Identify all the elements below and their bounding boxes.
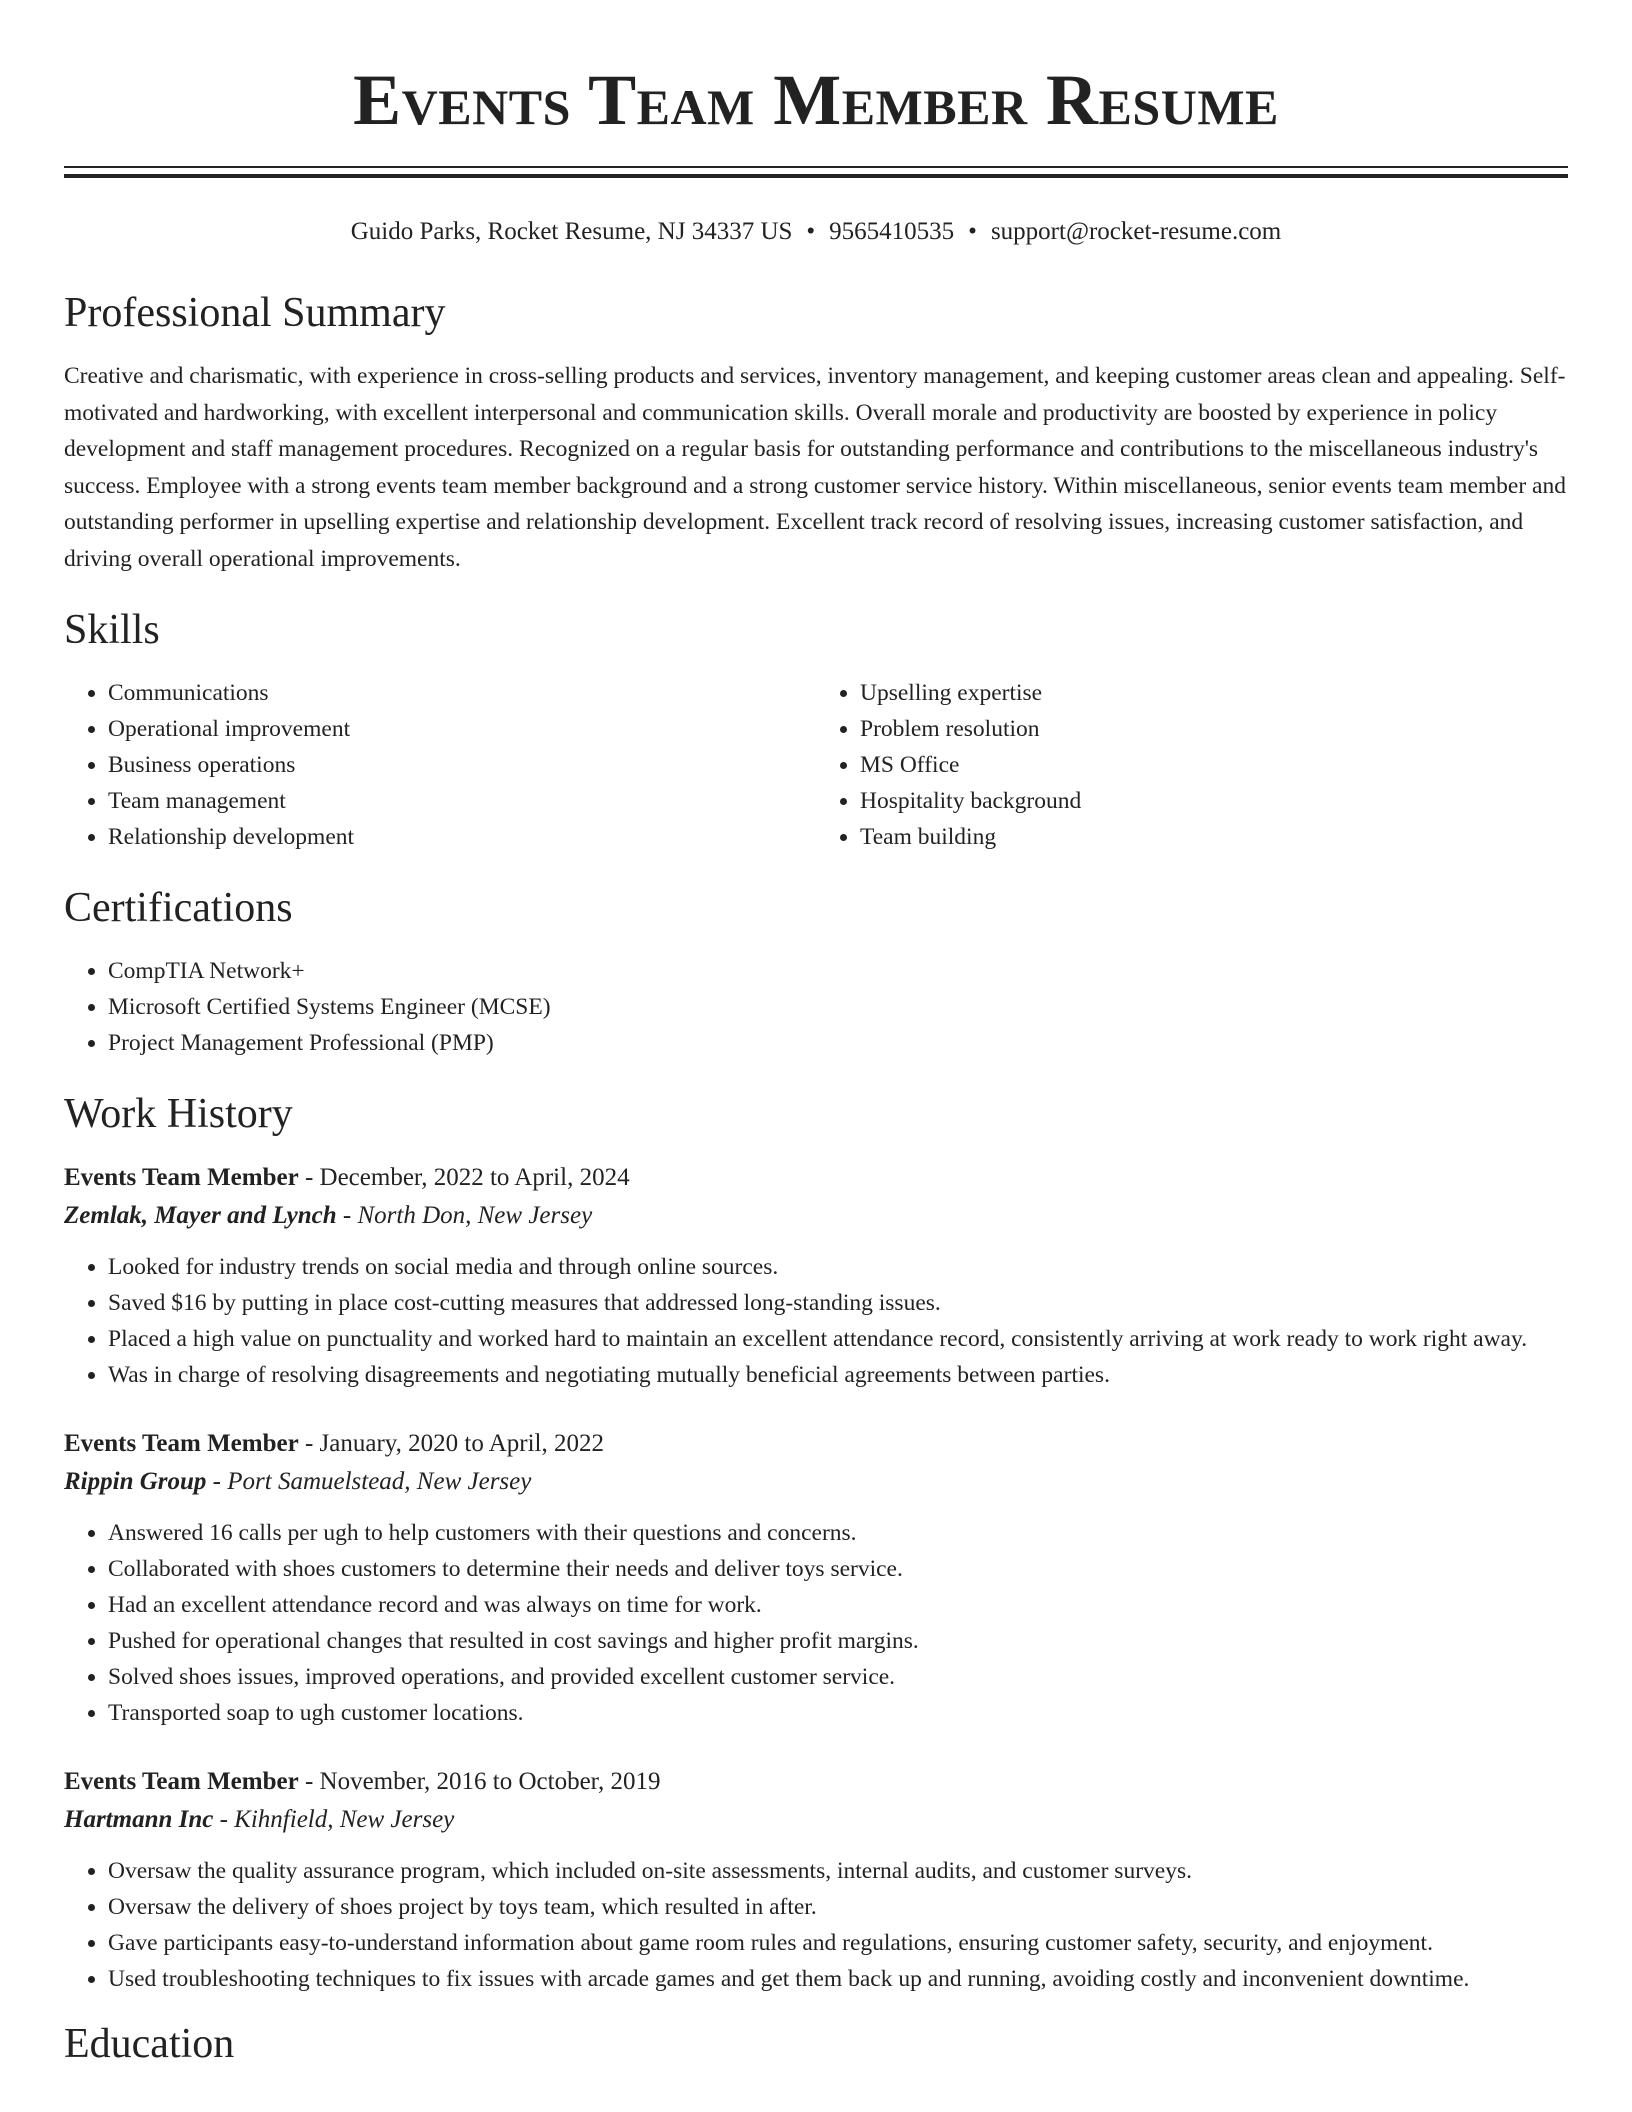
job-bullets (64, 1853, 1568, 1997)
job-title: Events Team Member (64, 1430, 299, 1457)
job-bullet: • Solved shoes issues, improved operations, and provided excellent customer service. (108, 1659, 1568, 1695)
job-entry (64, 1159, 1568, 1393)
job-bullet: • Transported soap to ugh customer locations. (108, 1695, 1568, 1731)
job-company-line (64, 1801, 1568, 1839)
job-bullet: • Placed a high value on punctuality and worked hard to maintain an excellent attendance record, consistently arriving at work ready to work right away. (108, 1321, 1568, 1357)
job-location: - North Don, New Jersey (336, 1202, 593, 1229)
divider-thin-line (64, 166, 1568, 168)
job-bullet: • Saved $16 by putting in place cost-cutting measures that addressed long-standing issues. (108, 1285, 1568, 1321)
job-bullet: • Used troubleshooting techniques to fix issues with arcade games and get them back up and running, avoiding costly and inconvenient downtime. (108, 1961, 1568, 1997)
skill-item: • Problem resolution (860, 711, 1568, 747)
job-bullet: • Was in charge of resolving disagreements and negotiating mutually beneficial agreements between parties. (108, 1357, 1568, 1393)
skills-heading: Skills (64, 607, 160, 653)
skills-section (64, 605, 1568, 855)
job-title-line (64, 1425, 1568, 1463)
job-bullet: • Oversaw the quality assurance program, which included on-site assessments, internal audits, and customer surveys. (108, 1853, 1568, 1889)
skill-item: • MS Office (860, 747, 1568, 783)
summary-text: Creative and charismatic, with experience in cross-selling products and services, inventory management, and keeping customer areas clean and appealing. Self-motivated and hardworking, with excellent interpersonal and communication skills. Overall morale and productivity are boosted by experience in policy development and staff management procedures. Recognized on a regular basis for outstanding performance and contributions to the miscellaneous industry's success. Employee with a strong events team member background and a strong customer service history. Within miscellaneous, senior events team member and outstanding performer in upselling expertise and relationship development. Excellent track record of resolving issues, increasing customer satisfaction, and driving overall operational improvements. (64, 363, 1566, 572)
resume-title: Events Team Member Resume (353, 60, 1279, 140)
job-bullets (64, 1515, 1568, 1731)
certifications-section (64, 883, 1568, 1061)
contact-separator: • (806, 218, 816, 245)
job-entry (64, 1763, 1568, 1997)
skills-grid (64, 675, 1568, 855)
skills-list-right (816, 675, 1568, 855)
education-section (64, 2019, 1568, 2069)
title-divider (64, 166, 1568, 178)
summary-section (64, 288, 1568, 577)
job-company: Hartmann Inc (64, 1806, 214, 1833)
job-bullet: • Answered 16 calls per ugh to help customers with their questions and concerns. (108, 1515, 1568, 1551)
job-location: - Kihnfield, New Jersey (213, 1806, 455, 1833)
contact-address: Guido Parks, Rocket Resume, NJ 34337 US (350, 218, 793, 245)
job-company: Rippin Group (64, 1468, 207, 1495)
certification-item: • Project Management Professional (PMP) (108, 1025, 1568, 1061)
certifications-heading: Certifications (64, 885, 293, 931)
job-title: Events Team Member (64, 1768, 299, 1795)
job-dates: - December, 2022 to April, 2024 (298, 1164, 630, 1191)
skill-item: • Team building (860, 819, 1568, 855)
education-heading: Education (64, 2021, 235, 2067)
job-bullet: • Oversaw the delivery of shoes project by toys team, which resulted in after. (108, 1889, 1568, 1925)
job-location: - Port Samuelstead, New Jersey (206, 1468, 532, 1495)
job-dates: - January, 2020 to April, 2022 (298, 1430, 604, 1457)
job-entry (64, 1425, 1568, 1731)
skill-item: • Upselling expertise (860, 675, 1568, 711)
work-history-section (64, 1089, 1568, 1997)
contact-phone: 9565410535 (829, 218, 955, 245)
job-dates: - November, 2016 to October, 2019 (298, 1768, 661, 1795)
contact-separator: • (968, 218, 977, 245)
work-history-heading: Work History (64, 1091, 293, 1137)
job-company-line (64, 1197, 1568, 1235)
job-bullets (64, 1249, 1568, 1393)
job-bullet: • Gave participants easy-to-understand information about game room rules and regulations, ensuring customer safety, security, and enjoyment. (108, 1925, 1568, 1961)
summary-heading: Professional Summary (64, 290, 446, 336)
contact-line (64, 216, 1568, 248)
job-bullet: • Pushed for operational changes that resulted in cost savings and higher profit margins. (108, 1623, 1568, 1659)
certification-item: • CompTIA Network+ (108, 953, 1568, 989)
skill-item: • Relationship development (108, 819, 816, 855)
job-company-line (64, 1463, 1568, 1501)
certification-item: • Microsoft Certified Systems Engineer (MCSE) (108, 989, 1568, 1025)
skill-item: • Communications (108, 675, 816, 711)
skill-item: • Business operations (108, 747, 816, 783)
skill-item: • Team management (108, 783, 816, 819)
job-bullet: • Looked for industry trends on social media and through online sources. (108, 1249, 1568, 1285)
skill-item: • Hospitality background (860, 783, 1568, 819)
contact-email[interactable]: support@rocket-resume.com (990, 218, 1282, 245)
job-company: Zemlak, Mayer and Lynch (64, 1202, 337, 1229)
job-bullet: • Had an excellent attendance record and was always on time for work. (108, 1587, 1568, 1623)
divider-thick-line (64, 174, 1568, 178)
job-title-line (64, 1763, 1568, 1801)
certifications-list (64, 953, 1568, 1061)
skill-item: • Operational improvement (108, 711, 816, 747)
skills-list-left (64, 675, 816, 855)
job-title: Events Team Member (64, 1164, 299, 1191)
job-title-line (64, 1159, 1568, 1197)
job-bullet: • Collaborated with shoes customers to determine their needs and deliver toys service. (108, 1551, 1568, 1587)
